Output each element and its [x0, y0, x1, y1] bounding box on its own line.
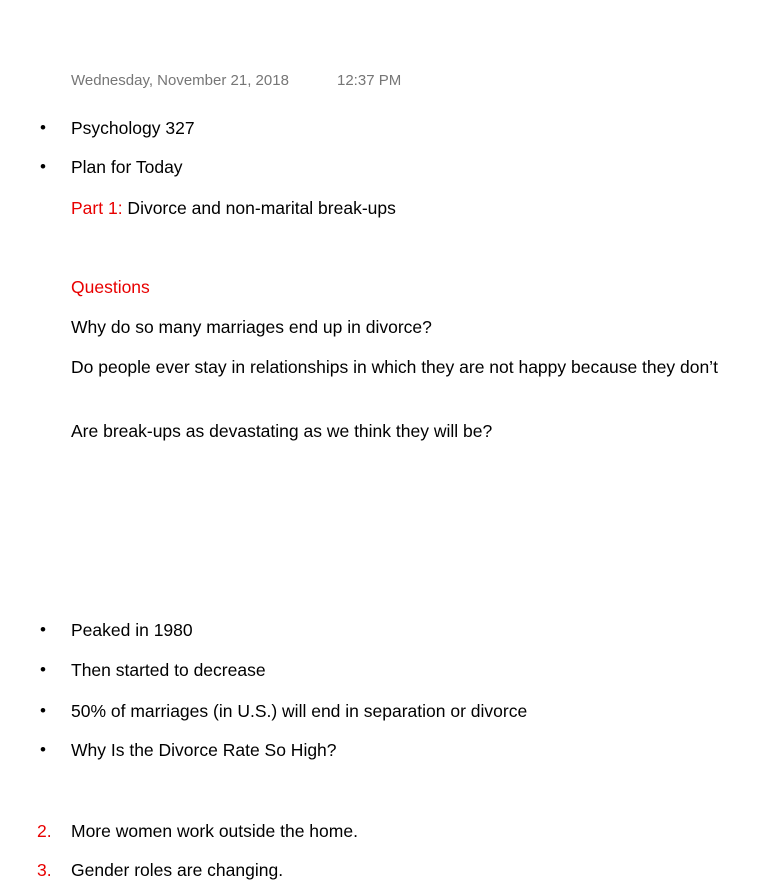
list-item: Gender roles are changing.: [71, 860, 284, 880]
bullet-glyph: •: [40, 118, 46, 137]
bullet-glyph: •: [40, 701, 46, 720]
list-item: 50% of marriages (in U.S.) will end in separation or divorce: [71, 701, 528, 721]
questions-heading: Questions: [71, 277, 150, 297]
question-item: Why do so many marriages end up in divorce?: [71, 317, 432, 337]
bullet-glyph: •: [40, 740, 46, 759]
list-item: More women work outside the home.: [71, 821, 358, 841]
list-item: Then started to decrease: [71, 660, 266, 680]
list-number: 3.: [37, 860, 52, 880]
list-item: Why Is the Divorce Rate So High?: [71, 740, 337, 760]
list-number: 2.: [37, 821, 52, 841]
question-item: Are break-ups as devastating as we think they will be?: [71, 421, 493, 441]
list-item: Peaked in 1980: [71, 620, 193, 640]
bullet-glyph: •: [40, 620, 46, 639]
note-date-time: [71, 71, 402, 91]
part-1-label: Part 1:: [71, 198, 123, 218]
note-date: Wednesday, November 21, 2018: [71, 72, 289, 89]
note-time: 12:37 PM: [337, 72, 402, 89]
list-item: Psychology 327: [71, 118, 195, 138]
part-1-line: [71, 197, 396, 219]
bullet-glyph: •: [40, 660, 46, 679]
part-1-title: Divorce and non-marital break-ups: [122, 198, 396, 218]
list-item: Plan for Today: [71, 157, 183, 177]
question-item: Do people ever stay in relationships in which they are not happy because they don’t: [71, 357, 718, 377]
bullet-glyph: •: [40, 157, 46, 176]
